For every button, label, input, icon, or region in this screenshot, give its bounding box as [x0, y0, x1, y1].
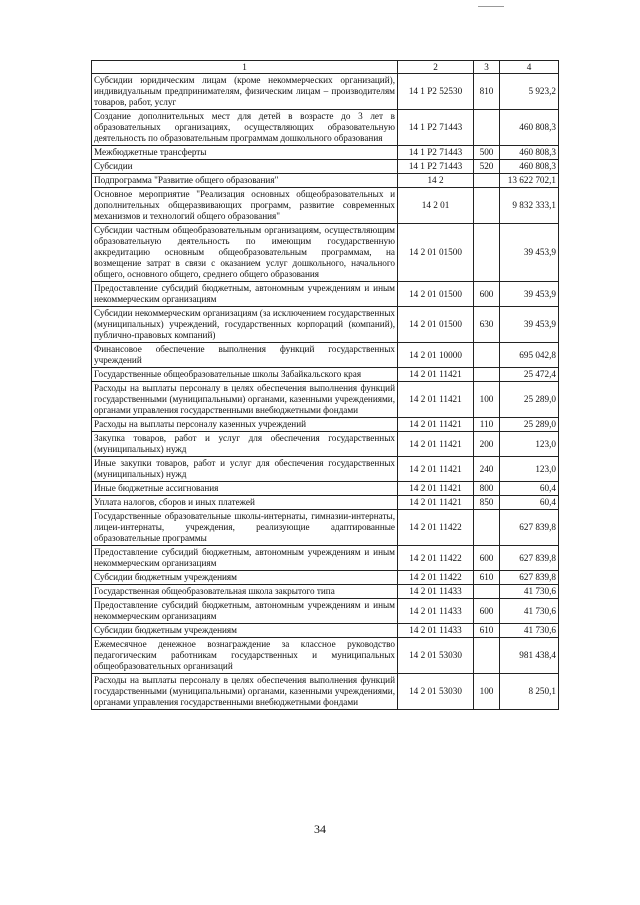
row-code: 14 2 01 11421: [398, 432, 474, 457]
row-expense-type: 100: [474, 674, 500, 710]
row-code: 14 2: [398, 174, 474, 188]
row-amount: 981 438,4: [500, 638, 559, 674]
header-col-2: 2: [398, 61, 474, 74]
row-amount: 60,4: [500, 482, 559, 496]
row-code: 14 2 01 10000: [398, 343, 474, 368]
table-row: [92, 510, 559, 546]
table-row: [92, 382, 559, 418]
row-code: 14 2 01 11421: [398, 418, 474, 432]
row-expense-type: 240: [474, 457, 500, 482]
row-expense-type: 110: [474, 418, 500, 432]
row-amount: 41 730,6: [500, 624, 559, 638]
row-name: Субсидии некоммерческим организациям (за исключением государственных (муниципальных) учреждений, государственных корпораций (компаний), публично-правовых компаний): [92, 307, 398, 343]
row-expense-type: 630: [474, 307, 500, 343]
row-expense-type: 100: [474, 382, 500, 418]
row-name: Уплата налогов, сборов и иных платежей: [92, 496, 398, 510]
table-body: [92, 74, 559, 710]
row-expense-type: 800: [474, 482, 500, 496]
row-expense-type: 500: [474, 146, 500, 160]
row-amount: 695 042,8: [500, 343, 559, 368]
row-amount: 5 923,2: [500, 74, 559, 110]
budget-table: [91, 60, 559, 710]
table-row: [92, 160, 559, 174]
row-code: 14 1 Р2 52530: [398, 74, 474, 110]
row-name: Расходы на выплаты персоналу в целях обеспечения выполнения функций государственными (муниципальными) органами, казенными учреждениями, органами управления государственными внебюджетными фондами: [92, 674, 398, 710]
row-name: Предоставление субсидий бюджетным, автономным учреждениям и иным некоммерческим организациям: [92, 546, 398, 571]
row-code: 14 2 01 11422: [398, 546, 474, 571]
table-row: [92, 585, 559, 599]
table-row: [92, 74, 559, 110]
row-name: Создание дополнительных мест для детей в возрасте до 3 лет в образовательных организациях, осуществляющих образовательную деятельность по образовательным программам дошкольного образования: [92, 110, 398, 146]
row-expense-type: [474, 368, 500, 382]
table-row: [92, 546, 559, 571]
table-row: [92, 110, 559, 146]
row-expense-type: 610: [474, 571, 500, 585]
row-amount: 25 289,0: [500, 418, 559, 432]
row-code: 14 2 01 11421: [398, 457, 474, 482]
header-col-3: 3: [474, 61, 500, 74]
row-amount: 627 839,8: [500, 571, 559, 585]
row-expense-type: 520: [474, 160, 500, 174]
row-expense-type: 600: [474, 599, 500, 624]
row-code: 14 2 01 11422: [398, 510, 474, 546]
row-code: 14 2 01 11421: [398, 496, 474, 510]
row-name: Расходы на выплаты персоналу казенных учреждений: [92, 418, 398, 432]
row-amount: 25 472,4: [500, 368, 559, 382]
row-amount: 41 730,6: [500, 585, 559, 599]
row-code: 14 2 01 53030: [398, 674, 474, 710]
row-code: 14 2 01 01500: [398, 224, 474, 282]
table-row: [92, 343, 559, 368]
row-amount: 460 808,3: [500, 160, 559, 174]
row-amount: 627 839,8: [500, 546, 559, 571]
table-row: [92, 146, 559, 160]
row-name: Ежемесячное денежное вознаграждение за классное руководство педагогическим работникам государственных и муниципальных общеобразовательных организаций: [92, 638, 398, 674]
header-col-4: 4: [500, 61, 559, 74]
row-name: Финансовое обеспечение выполнения функций государственных учреждений: [92, 343, 398, 368]
row-amount: 9 832 333,1: [500, 188, 559, 224]
table-row: [92, 571, 559, 585]
row-expense-type: 200: [474, 432, 500, 457]
row-name: Предоставление субсидий бюджетным, автономным учреждениям и иным некоммерческим организациям: [92, 599, 398, 624]
row-name: Субсидии бюджетным учреждениям: [92, 571, 398, 585]
row-name: Субсидии юридическим лицам (кроме некоммерческих организаций), индивидуальным предпринимателям, физическим лицам – производителям товаров, работ, услуг: [92, 74, 398, 110]
table-row: [92, 638, 559, 674]
table-row: [92, 188, 559, 224]
row-code: 14 2 01 11421: [398, 382, 474, 418]
row-amount: 25 289,0: [500, 382, 559, 418]
row-name: Иные бюджетные ассигнования: [92, 482, 398, 496]
row-code: 14 2 01 53030: [398, 638, 474, 674]
row-expense-type: [474, 343, 500, 368]
row-name: Субсидии: [92, 160, 398, 174]
row-amount: 460 808,3: [500, 110, 559, 146]
table-row: [92, 224, 559, 282]
row-name: Основное мероприятие "Реализация основных общеобразовательных и дополнительных общеразвивающих программ, развитие современных механизмов и технологий общего образования": [92, 188, 398, 224]
row-amount: 39 453,9: [500, 282, 559, 307]
row-code: 14 2 01 11433: [398, 599, 474, 624]
row-amount: 8 250,1: [500, 674, 559, 710]
row-name: Государственная общеобразовательная школа закрытого типа: [92, 585, 398, 599]
row-name: Межбюджетные трансферты: [92, 146, 398, 160]
table-row: [92, 457, 559, 482]
row-expense-type: [474, 510, 500, 546]
row-expense-type: [474, 585, 500, 599]
row-expense-type: 610: [474, 624, 500, 638]
row-amount: 60,4: [500, 496, 559, 510]
row-name: Подпрограмма "Развитие общего образования": [92, 174, 398, 188]
row-code: 14 1 Р2 71443: [398, 146, 474, 160]
row-name: Закупка товаров, работ и услуг для обеспечения государственных (муниципальных) нужд: [92, 432, 398, 457]
table-row: [92, 307, 559, 343]
table-row: [92, 282, 559, 307]
row-amount: 41 730,6: [500, 599, 559, 624]
row-expense-type: 810: [474, 74, 500, 110]
table-row: [92, 368, 559, 382]
row-code: 14 2 01 11421: [398, 482, 474, 496]
row-name: Субсидии бюджетным учреждениям: [92, 624, 398, 638]
row-amount: 627 839,8: [500, 510, 559, 546]
row-name: Государственные образовательные школы-интернаты, гимназии-интернаты, лицеи-интернаты, учреждения, реализующие адаптированные образовательные программы: [92, 510, 398, 546]
row-amount: 39 453,9: [500, 224, 559, 282]
header-col-1: 1: [92, 61, 398, 74]
table-row: [92, 624, 559, 638]
page-number: 34: [314, 822, 326, 836]
row-expense-type: 600: [474, 282, 500, 307]
table-row: [92, 432, 559, 457]
row-code: 14 2 01 11433: [398, 585, 474, 599]
top-mark: [478, 6, 504, 7]
row-name: Расходы на выплаты персоналу в целях обеспечения выполнения функций государственными (муниципальными) органами, казенными учреждениями, органами управления государственными внебюджетными фондами: [92, 382, 398, 418]
row-code: 14 2 01 01500: [398, 307, 474, 343]
row-amount: 460 808,3: [500, 146, 559, 160]
row-name: Иные закупки товаров, работ и услуг для обеспечения государственных (муниципальных) нужд: [92, 457, 398, 482]
table-header-row: [92, 61, 559, 74]
table-row: [92, 482, 559, 496]
row-amount: 39 453,9: [500, 307, 559, 343]
row-name: Предоставление субсидий бюджетным, автономным учреждениям и иным некоммерческим организациям: [92, 282, 398, 307]
table-row: [92, 174, 559, 188]
row-amount: 123,0: [500, 432, 559, 457]
table-row: [92, 599, 559, 624]
table-row: [92, 496, 559, 510]
row-expense-type: [474, 110, 500, 146]
row-code: 14 2 01: [398, 188, 474, 224]
row-expense-type: [474, 224, 500, 282]
row-code: 14 1 Р2 71443: [398, 110, 474, 146]
row-code: 14 1 Р2 71443: [398, 160, 474, 174]
row-amount: 13 622 702,1: [500, 174, 559, 188]
row-expense-type: [474, 188, 500, 224]
row-name: Государственные общеобразовательные школы Забайкальского края: [92, 368, 398, 382]
row-code: 14 2 01 01500: [398, 282, 474, 307]
table-row: [92, 418, 559, 432]
row-code: 14 2 01 11421: [398, 368, 474, 382]
row-amount: 123,0: [500, 457, 559, 482]
row-expense-type: [474, 638, 500, 674]
row-code: 14 2 01 11422: [398, 571, 474, 585]
row-expense-type: 600: [474, 546, 500, 571]
row-expense-type: [474, 174, 500, 188]
table-row: [92, 674, 559, 710]
row-expense-type: 850: [474, 496, 500, 510]
row-code: 14 2 01 11433: [398, 624, 474, 638]
row-name: Субсидии частным общеобразовательным организациям, осуществляющим образовательную деятельность по имеющим государственную аккредитацию основным общеобразовательным программам, на возмещение затрат в связи с оказанием услуг дошкольного, начального общего, основного общего, среднего общего образования: [92, 224, 398, 282]
